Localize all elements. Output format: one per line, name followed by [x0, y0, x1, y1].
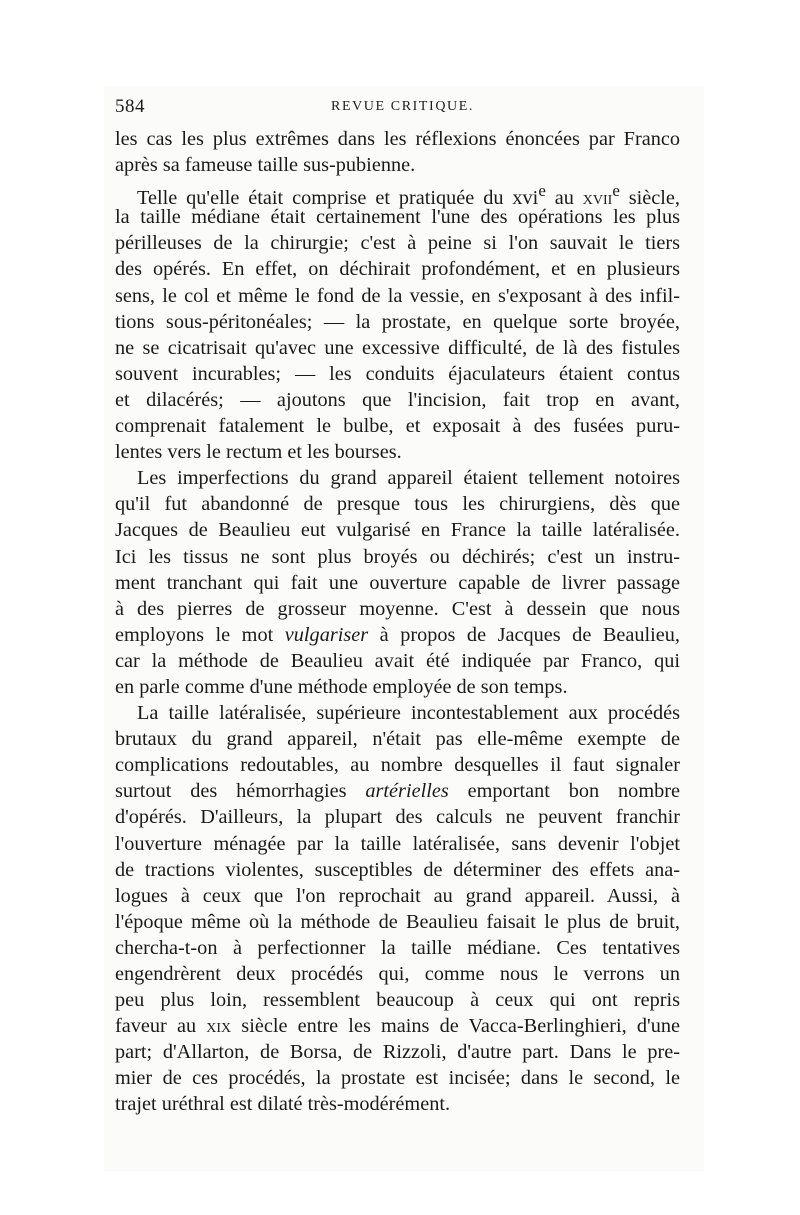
text-segment: siècle entre les mains de Vacca-Berlinghieri, d'une — [231, 1015, 680, 1038]
text-line: de tractions violentes, susceptibles de déterminer des effets ana- — [115, 858, 680, 881]
text-line-start: faveur au — [115, 1015, 197, 1038]
text-line: souvent incurables; — les conduits éjaculateurs étaient contus — [115, 362, 680, 385]
text-line-start: employons le mot — [115, 623, 274, 646]
text-line: ne se cicatrisait qu'avec une excessive difficulté, de là des fistules — [115, 336, 680, 359]
text-line: ment tranchant qui fait une ouverture capable de livrer passage — [115, 571, 680, 594]
text-segment: à propos de Jacques de Beaulieu, — [368, 623, 680, 646]
text-line: chercha-t-on à perfectionner la taille médiane. Ces tentatives — [115, 936, 680, 959]
text-line: lentes vers le rectum et les bourses. — [115, 441, 402, 464]
text-line: les cas les plus extrêmes dans les réflexions énoncées par Franco — [115, 128, 680, 150]
text-line — [115, 178, 680, 209]
text-segment: emportant bon nombre — [448, 780, 680, 803]
text-line: car la méthode de Beaulieu avait été indiquée par Franco, qui — [115, 649, 680, 672]
text-line: La taille latéralisée, supérieure incontestablement aux procédés — [137, 702, 680, 725]
text-segment: siècle, — [619, 186, 680, 209]
text-line: trajet uréthral est dilaté très-modérément. — [115, 1093, 451, 1116]
text-line: part; d'Allarton, de Borsa, de Rizzoli, d'autre part. Dans le pre- — [115, 1041, 680, 1064]
text-line: l'époque même où la méthode de Beaulieu faisait le plus de bruit, — [115, 910, 680, 933]
text-line: périlleuses de la chirurgie; c'est à peine si l'on sauvait le tiers — [115, 232, 680, 255]
text-line: comprenait fatalement le bulbe, et exposait à des fusées puru- — [115, 415, 680, 438]
running-head — [115, 96, 680, 118]
italic-word: artérielles — [365, 780, 449, 803]
text-line: à des pierres de grosseur moyenne. C'est à dessein que nous — [115, 597, 680, 620]
text-line: logues à ceux que l'on reprochait au grand appareil. Aussi, à — [115, 884, 680, 907]
text-line: sens, le col et même le fond de la vessie, en s'exposant à des infil- — [115, 284, 680, 307]
italic-word: vulgariser — [284, 623, 369, 646]
superscript: e — [612, 181, 620, 201]
text-line: des opérés. En effet, on déchirait profondément, et en plusieurs — [115, 258, 680, 281]
text-line: Ici les tissus ne sont plus broyés ou déchirés; c'est un instru- — [115, 545, 680, 568]
text-line: Les imperfections du grand appareil étaient tellement notoires — [137, 467, 680, 490]
century-numeral: xvii — [582, 186, 613, 209]
text-line: qu'il fut abandonné de presque tous les chirurgiens, dès que — [115, 493, 680, 516]
page-number: 584 — [115, 96, 145, 117]
century-numeral: xix — [206, 1015, 232, 1038]
text-line: d'opérés. D'ailleurs, la plupart des calculs ne peuvent franchir — [115, 806, 680, 829]
text-line — [115, 622, 680, 648]
text-line-start: Telle qu'elle était comprise et pratiquée du xvi — [137, 186, 539, 209]
text-line — [115, 778, 680, 804]
text-line: en parle comme d'une méthode employée de son temps. — [115, 675, 568, 698]
text-line: la taille médiane était certainement l'une des opérations les plus — [115, 206, 680, 229]
text-line: après sa fameuse taille sus-pubienne. — [115, 154, 416, 177]
running-title: REVUE CRITIQUE. — [331, 99, 474, 114]
text-line: Jacques de Beaulieu eut vulgarisé en France la taille latéralisée. — [115, 519, 680, 542]
superscript: e — [538, 181, 546, 201]
text-line: tions sous-péritonéales; — la prostate, en quelque sorte broyée, — [115, 310, 680, 333]
text-segment: au — [545, 186, 583, 209]
text-line: complications redoutables, au nombre desquelles il faut signaler — [115, 754, 680, 777]
text-line: l'ouverture ménagée par la taille latéralisée, sans devenir l'objet — [115, 832, 680, 855]
text-line: engendrèrent deux procédés qui, comme nous le verrons un — [115, 963, 680, 985]
body-text — [115, 126, 680, 1118]
text-line: peu plus loin, ressemblent beaucoup à ceux qui ont repris — [115, 989, 680, 1012]
text-line — [115, 1013, 680, 1039]
text-line: brutaux du grand appareil, n'était pas elle-même exempte de — [115, 728, 680, 751]
text-line-start: surtout des hémorrhagies — [115, 780, 347, 803]
text-line: et dilacérés; — ajoutons que l'incision, fait trop en avant, — [115, 388, 680, 411]
text-line: mier de ces procédés, la prostate est incisée; dans le second, le — [115, 1067, 680, 1090]
